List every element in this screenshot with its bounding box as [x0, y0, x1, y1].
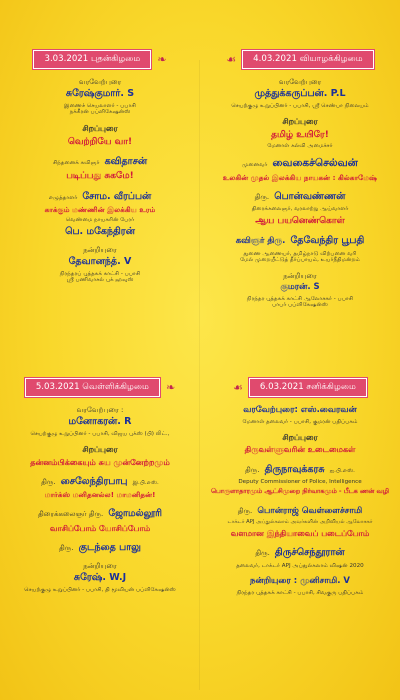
speaker-role: திரு. [59, 544, 74, 553]
speaker-role: கவிஞர் திரு. [235, 236, 286, 247]
welcome-name: சுரேஷ்குமார். S [65, 88, 135, 100]
topic-title: பொருளாதாரமும் ஆட்சிமுறை நிர்வாகமும் - பீடக ணன் வழி [211, 487, 389, 496]
welcome-desc: மேனாள் தலைவர் - பபாசி, குமரன் பதிப்பகம் [242, 418, 358, 425]
speaker-name: ஜோமல்லூரி [108, 508, 162, 520]
topic-title: ஆய பயனெண்கொள் [255, 215, 345, 226]
speaker-name: பொன்வண்ணன் [274, 191, 346, 203]
speaker-name: தேவேந்திர பூபதி [290, 235, 365, 247]
speaker-role: எழுத்தாளர் [48, 194, 78, 201]
speaker-name: பொன்ராஜ் வெள்ளைச்சாமி [257, 505, 363, 516]
speaker-name: திருநாவுக்கரசு [264, 463, 325, 475]
thanks-desc: ஸ்ரீ பணிவாசல் புக் ஹவுஸ் [66, 277, 134, 284]
thanks-desc: நிரந்தர புத்தகக் காட்சி - பபாசி, சிவகுரு பதிப்பகம் [236, 589, 364, 596]
thanks-label: நன்றியுரை [83, 245, 117, 254]
special-label: சிறப்புரை [82, 445, 118, 455]
speaker-role: முனைவர் [242, 162, 268, 169]
speaker-desc: தலைவர், டாக்டர் APJ அப்துல்கலாம் விஷன் 2020 [236, 562, 364, 569]
topic-title: தமிழ் உயிரே! [271, 129, 329, 140]
topic-title: வெற்றியே வா! [67, 136, 133, 147]
flourish-icon: ❧ [165, 381, 176, 394]
speaker-role: திரு. [245, 465, 260, 474]
speaker-name: சோம. வீரப்பன் [82, 190, 152, 202]
speaker-name: திருச்செந்தூரான் [274, 547, 345, 559]
date-header: 3.03.2021 புதன்கிழமை [33, 50, 151, 69]
thanks-desc: நிரந்தர புத்தகக் காட்சி ஆலோசகர் - பபாசி [246, 295, 354, 302]
thanks-name: சுரேஷ். W.J [73, 572, 127, 584]
speaker-role: திரு. [41, 477, 56, 486]
special-label: சிறப்புரை [282, 433, 318, 443]
topic-title: படிப்பது சுகமே! [66, 171, 134, 182]
speaker-name: குடந்தை பாலு [78, 542, 141, 554]
welcome-label: வரவேற்புரை : [76, 406, 124, 414]
thanks-desc: பாபர் பப்ளிகேஷன்ஸ் [272, 302, 328, 309]
special-label: சிறப்புரை [282, 117, 318, 127]
welcome-desc: செயற்குழு உறுப்பினர் - பபாசி, ஸ்ரீ செண்பா நிலையம் [231, 102, 369, 109]
thanks-desc: செயற்குழு உறுப்பினர் - பபாசி, தி மூவியன் பப்ளிகேஷன்ஸ் [24, 587, 176, 594]
topic-title: காக்கும் மண்ணின் இலக்கிய உரம் [44, 205, 156, 215]
day-section-3-march [5, 50, 195, 284]
topic-title: வளமான இந்தியாவைப் படைப்போம் [230, 529, 370, 539]
speaker-name: கவிதாசன் [104, 155, 148, 167]
flourish-icon: ☙ [233, 381, 243, 394]
date-header: 5.03.2021 வெள்ளிக்கிழமை [25, 378, 160, 397]
welcome-name: முத்துக்கருப்பன். P.L [254, 88, 346, 100]
speaker-suffix: இ.பி.எஸ். [132, 479, 159, 486]
thanks-desc: நிரந்தரப் புத்தகக் காட்சி - பபாசி [59, 270, 141, 277]
topic-title: தன்னம்பிக்கையும் சுய முன்னேற்றமும் [30, 457, 170, 467]
thanks-label: நன்றியுரை [83, 562, 117, 571]
speaker-role: திரு. [255, 549, 270, 558]
speaker-suffix: ஐ.பி.எஸ். [329, 467, 355, 474]
thanks-name: தேவானந்த். V [68, 255, 132, 267]
welcome-desc: செயற்குழு உறுப்பினர் - பபாசி, விஜய புக்ஸ் (பி) லிட்., [30, 430, 170, 437]
topic-title: திருவள்ளுவரின் உடைமைகள் [244, 445, 356, 455]
thanks-name: குமரன். S [280, 282, 320, 293]
topic-title: வாசிப்போம் யோசிப்போம் [49, 523, 151, 533]
thanks-label: நன்றியுரை [283, 271, 317, 280]
speaker-role: மேனாள் கல்வி அமைச்சர் [267, 142, 333, 149]
speaker-name: பெ. மகேந்திரன் [65, 225, 135, 237]
date-header: 6.03.2021 சனிக்கிழமை [249, 378, 367, 397]
thanks-line: நன்றியுரை : முனிசாமி. V [250, 576, 350, 587]
speaker-desc: டாக்டர் APJ அப்துல்கலாம் அவர்களின் அறிவியல் ஆலோசகர் [227, 519, 373, 526]
topic-title: உலகின் முதல் இலக்கிய நாயகன் : கில்காமேஷ் [222, 172, 378, 182]
speaker-desc: மேல் முறையீட்டுத் தீர்ப்பாயம், உயர்நீதிமன்றம் [240, 256, 360, 263]
day-section-5-march [5, 378, 195, 594]
flourish-icon: ☙ [226, 53, 237, 66]
speaker-role: வெண்மை நாயகரின் பேரர் [65, 217, 135, 224]
speaker-desc: துணை ஆணையர், தமிழ்நாடு விற்பனை வரி [243, 250, 357, 257]
welcome-desc: இணைச் செயலாளர் - பபாசி [64, 102, 136, 109]
topic-title: மார்க்ஸ் மனிதனல்ல! மாமனிதன்! [44, 490, 156, 500]
center-divider [199, 60, 200, 690]
welcome-label: வரவேற்புரை [78, 78, 122, 86]
speaker-name: சைலேந்திரபாபு [60, 475, 128, 487]
flourish-icon: ❧ [157, 53, 167, 66]
day-section-4-march [205, 50, 395, 309]
speaker-role: திரைக்கலைஞர் திரு. [38, 510, 104, 519]
speaker-role: திரு. [254, 193, 270, 202]
welcome-line: வரவேற்புரை: எஸ்.வைரவன் [243, 405, 357, 415]
speaker-role: திரு. [237, 506, 253, 515]
day-section-6-march [205, 378, 395, 596]
special-label: சிறப்புரை [82, 124, 118, 134]
welcome-name: மனோகரன். R [68, 416, 132, 428]
speaker-desc: திரைக்கலைஞர், வரலாற்று ஆய்வாளர் [251, 206, 349, 213]
date-header: 4.03.2021 வியாழக்கிழமை [242, 50, 374, 69]
speaker-role: சிந்தனைக் கவிஞர் [52, 159, 100, 166]
speaker-desc: Deputy Commissioner of Police, Intelligence [238, 478, 362, 485]
welcome-label: வரவேற்புரை [278, 78, 322, 86]
welcome-desc: நக்கீரன் பப்ளிகேஷன்ஸ் [69, 109, 131, 116]
speaker-name: வைகைச்செல்வன் [272, 157, 358, 170]
